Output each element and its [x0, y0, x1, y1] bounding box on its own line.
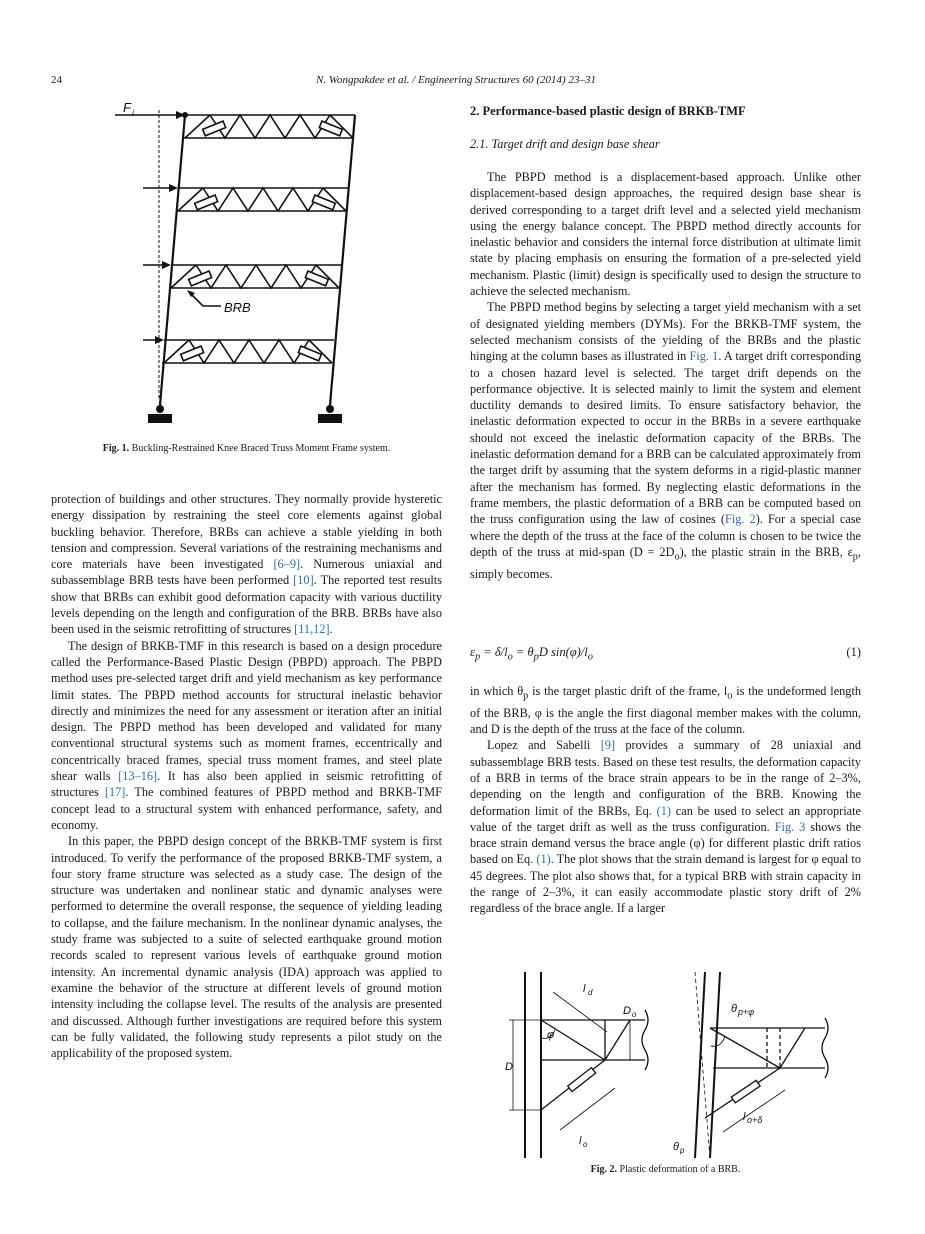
left-column-text: [51, 491, 442, 1061]
figure-1-caption-text: Buckling-Restrained Knee Braced Truss Moment Frame system.: [131, 443, 391, 454]
force-label: F: [123, 100, 131, 115]
equation-1: $\varepsilon_p = \delta/l_o = \theta_pD$ $\sin(\varphi)/l_o$ (1): [470, 645, 861, 663]
right-column-text-lower: [470, 683, 861, 917]
journal-citation: N. Wongpakdee et al. / Engineering Structures 60 (2014) 23–31: [316, 74, 596, 86]
paragraph-brb-tests: Lopez and Sabelli [9] provides a summary of 28 uniaxial and subassemblage BRB tests. Based on these test results, the deformation capacity of a BRB in terms of the brace strain appears to be in the range of 2–3%, depending on the length and configuration of the BRB. Knowing the deformation limit of the BRBs, Eq. (1) can be used to select an appropriate value of the target drift as well as the truss configuration. Fig. 3 shows the brace strain demand versus the brace angle (φ) for different plastic drift ratios based on Eq. (1). The plot shows that the strain demand is largest for φ equal to 45 degrees. The plot also shows that, for a typical BRB with strain capacity in the range of 2–3%, it can easily accommodate plastic story drift of 2% regardless of the brace angle. If a larger: [470, 738, 862, 916]
section-heading: 2. Performance-based plastic design of BRKB-TMF: [470, 104, 746, 118]
label-ld-sub: d: [588, 988, 593, 997]
paragraph-equation-terms: in which $\theta_p$ is the target plastic drift of the frame, $l_o$ is the undeformed length of the BRB, φ is the angle the first diagonal member makes with the column, and D is the depth of the truss at the face of the column.: [470, 684, 862, 737]
figure-2-caption: [470, 1164, 861, 1175]
equation-number: (1): [846, 645, 861, 659]
label-lo-sub: o: [583, 1140, 588, 1149]
label-thetap: θ: [673, 1141, 679, 1153]
paragraph-pbpd: The design of BRKB-TMF in this research is based on a design procedure called the Performance-Based Plastic Design (PBPD) approach. The PBPD method uses pre-selected target drift and yield mechanism as key performance limit states. The PBPD method accounts for structural inelastic behavior directly and minimizes the need for any assessment or iteration after an initial design. The PBPD method has been developed and validated for many conventional structural systems such as moment frames, eccentrically and concentrically braced frames, special truss moment frames, and steel plate shear walls [13–16]. It has also been applied in seismic retrofitting of structures [17]. The combined features of PBPD method and BRKB-TMF concept lead to a structural system with enhanced performance, safety, and economy.: [51, 638, 442, 832]
citation-link[interactable]: [17]: [104, 785, 126, 800]
label-phi: φ: [547, 1029, 555, 1041]
figure-2-brb-deformation-diagram: [505, 970, 850, 1160]
subsection-heading: 2.1. Target drift and design base shear: [470, 137, 660, 151]
equation-link[interactable]: (1): [536, 852, 551, 867]
paragraph-target-mechanism: The PBPD method begins by selecting a target yield mechanism with a set of designated yielding members (DYMs). For the BRKB-TMF system, the selected mechanism consists of the yielding of the BRBs and the plastic hinging at the column bases as illustrated in Fig. 1. A target drift corresponding to a chosen hazard level is selected. The target drift depends on the performance objective. It is selected mainly to limit the system and element ductility demands to desired limits. To ensure satisfactory behavior, the inelastic deformation expected to occur in the BRBs in a severe earthquake should not exceed the inelastic deformation capacity of the BRBs. The inelastic deformation demand for a BRB can be calculated approximately from the target drift by assuming that the system deforms in a rigid-plastic manner after the mechanism has formed. By neglecting elastic deformations in the frame members, the plastic deformation of a BRB can be computed based on the truss configuration using the law of cosines (Fig. 2). For a special case where the depth of the truss at the face of the column is chosen to be twice the depth of the truss at mid-span $(D = 2D_o)$, the plastic strain in the BRB, $\varepsilon_p$, simply becomes.: [470, 300, 862, 581]
figure-1-caption: [51, 443, 442, 454]
label-D: D: [505, 1061, 513, 1073]
label-Do-sub: o: [632, 1010, 637, 1019]
label-lo: l: [579, 1135, 582, 1147]
force-label-subscript: i: [132, 108, 134, 118]
equation-link[interactable]: (1): [656, 803, 671, 818]
figure-1-frame-diagram: [115, 100, 405, 435]
paragraph-brb-intro: protection of buildings and other structures. They normally provide hysteretic energy dissipation by restraining the steel core elements against global buckling behavior. Therefore, BRBs can achieve a stable yielding in both tension and compression. Several variations of the restraining mechanisms and core materials have been investigated [6–9]. Numerous uniaxial and subassemblage BRB tests have been performed [10]. The reported test results show that BRBs can exhibit good deformation capacity with various ductility levels depending on the length and configuration of the BRB. BRBs have also been used in the seismic retrofitting of structures [11,12].: [51, 492, 442, 637]
citation-link[interactable]: [10]: [293, 573, 314, 588]
paragraph-pbpd-displacement: The PBPD method is a displacement-based approach. Unlike other displacement-based design approaches, the required design base shear is derived corresponding to a target drift level and a selected yield mechanism using the energy balance concept. The PBPD method directly accounts for inelastic behavior and considers the internal force distribution at ultimate limit state by placing emphasis on ensuring the formation of a pre-selected yield mechanism. Plastic (limit) design is specifically used to design the structure to achieve the selected mechanism.: [470, 170, 861, 299]
page-number: 24: [51, 74, 62, 86]
label-thetap-sub: p: [680, 1146, 685, 1155]
figure-2-caption-text: Plastic deformation of a BRB.: [619, 1164, 741, 1175]
label-lo-delta-rest: o+δ: [747, 1115, 763, 1125]
figure-link[interactable]: Fig. 3: [774, 819, 806, 834]
right-column-text-upper: [470, 169, 861, 582]
citation-link[interactable]: [9]: [600, 738, 616, 753]
citation-link[interactable]: [6–9]: [273, 557, 301, 572]
citation-link[interactable]: [13–16]: [118, 769, 158, 784]
figure-1-caption-label: Fig. 1.: [102, 443, 130, 454]
citation-link[interactable]: [11,12]: [294, 622, 330, 637]
figure-link[interactable]: Fig. 1: [689, 349, 719, 364]
figure-link[interactable]: Fig. 2: [725, 512, 756, 527]
label-ld: l: [583, 983, 586, 995]
label-lo-delta: l: [743, 1111, 746, 1123]
paragraph-paper-outline: In this paper, the PBPD design concept of the BRKB-TMF system is first introduced. To verify the performance of the proposed BRKB-TMF system, a four story frame structure was selected as a study case. The design of the structure was undertaken and nonlinear static and dynamic analyses were performed to determine the overall response, the sequence of yielding leading to collapse, and the failure mechanism. In the nonlinear dynamic analyses, the study frame was subjected to a suite of selected earthquake ground motion records scaled to represent various levels of earthquake ground motion intensity. An incremental dynamic analysis (IDA) approach was applied to examine the behavior of the structure at different levels of ground motion intensity including the collapse level. The results of the analysis are presented and discussed. Although further investigations are required before this system can be fully validated, the following study represents a pilot study on the applicability of the proposed system.: [51, 834, 442, 1061]
label-thetap-phi: θ: [731, 1003, 737, 1015]
brb-label: BRB: [224, 300, 251, 315]
label-Do: D: [623, 1005, 631, 1017]
label-thetap-phi-rest: p+φ: [738, 1007, 755, 1017]
figure-2-caption-label: Fig. 2.: [590, 1164, 618, 1175]
